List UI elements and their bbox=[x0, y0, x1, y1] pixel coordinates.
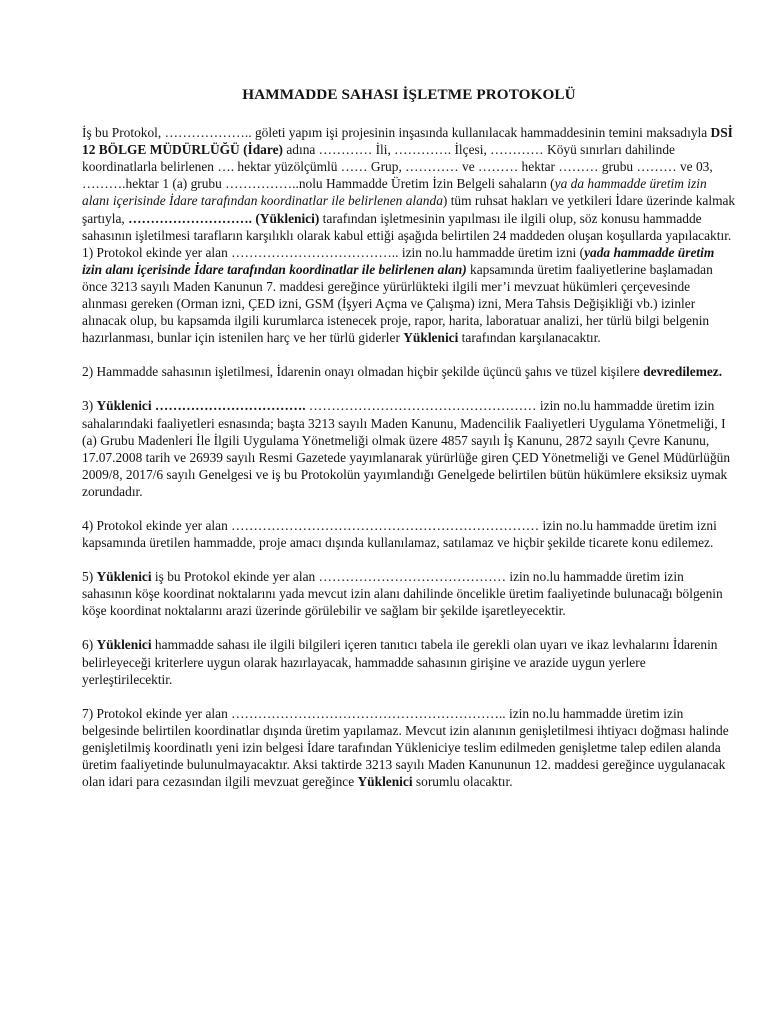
italic-text: ya da hammadde üretim izin alanı içerisinde İdare tarafından koordinatlar ile belirlenen alanda bbox=[82, 176, 707, 209]
text-run: 1) Protokol ekinde yer alan ……………………………….. izin no.lu hammadde üretim izni ( bbox=[82, 244, 585, 260]
text-run: 2) Hammadde sahasının işletilmesi, İdarenin onayı olmadan hiçbir şekilde üçüncü şahıs ve tüzel kişilere bbox=[82, 364, 644, 380]
article-list bbox=[82, 244, 736, 790]
article-paragraph-7 bbox=[82, 705, 736, 790]
article-paragraph-4 bbox=[82, 517, 736, 551]
bold-text: Yüklenici bbox=[96, 569, 152, 585]
text-run: tarafından karşılanacaktır. bbox=[458, 330, 601, 346]
bold-text: Yüklenici bbox=[403, 330, 459, 346]
text-run: 6) bbox=[82, 637, 97, 653]
article-paragraph-1 bbox=[82, 244, 736, 347]
article-paragraph-6 bbox=[82, 636, 736, 687]
bold-italic-text: yada hammadde üretim izin alanı içerisinde İdare tarafından koordinatlar ile belirlenen alan) bbox=[82, 244, 715, 277]
intro-paragraph bbox=[82, 124, 736, 244]
text-run: sorumlu olacaktır. bbox=[412, 774, 513, 790]
article-paragraph-2 bbox=[82, 363, 736, 380]
bold-text: Yüklenici ……………………………. bbox=[96, 398, 306, 414]
article-paragraph-5 bbox=[82, 568, 736, 619]
text-run: …………………………………………… izin no.lu hammadde üretim izin sahalarındaki faaliyetleri esnasında; başta 3213 sayılı Maden Kanunu, Madencilik Faaliyetleri Uygulama Yönetmeliği, I (a) Grubu Madenleri İle İlgili Uygulama Yönetmeliği olmak üzere 4857 sayılı İş Kanunu, 2872 sayılı Çevre Kanunu, 17.07.2008 tarih ve 26939 sayılı Resmi Gazetede yayımlanarak yürürlüğe giren ÇED Yönetmeliği ve Genel Müdürlüğün 2009/8, 2017/6 sayılı Genelgesi ve iş bu Protokolün yayımlandığı Genelgede belirtilen bütün hükümlere eksiksiz uymak zorundadır. bbox=[82, 398, 731, 499]
text-run: ) tüm ruhsat hakları ve yetkileri İdare üzerinde kalmak şartıyla, bbox=[82, 193, 736, 226]
bold-text: ………………………. (Yüklenici) bbox=[128, 210, 320, 226]
document-title: HAMMADDE SAHASI İŞLETME PROTOKOLÜ bbox=[242, 86, 576, 103]
bold-text: devredilemez. bbox=[643, 364, 723, 380]
article-paragraph-3 bbox=[82, 397, 736, 500]
document-page bbox=[82, 86, 736, 790]
bold-text: DSİ 12 BÖLGE MÜDÜRLÜĞÜ (İdare) bbox=[82, 125, 733, 158]
text-run: kapsamında üretim faaliyetlerine başlamadan önce 3213 sayılı Maden Kanunun 7. maddesi gereğince yürürlükteki ilgili mer’i mevzuat hükümleri çerçevesinde alınması gereken (Orman izni, ÇED izni, GSM (İşyeri Açma ve Çalışma) izni, Mera Tahsis Değişikliği vb.) izinler alınacak olup, bu kapsamda ilgili kurumlarca istenecek proje, rapor, harita, laboratuar analizi, her türlü bilgi belgenin hazırlanması, bunlar için istenilen harç ve her türlü giderler bbox=[82, 261, 713, 346]
text-run: hammadde sahası ile ilgili bilgileri içeren tanıtıcı tabela ile gerekli olan uyarı ve ikaz levhalarını İdarenin belirleyeceği kriterlere uygun olarak hazırlayacak, hammadde sahasının girişine ve arazide uygun yerlere yerleştirilecektir. bbox=[82, 637, 718, 687]
text-run: tarafından işletmesinin yapılması ile ilgili olup, söz konusu hammadde sahasının işletilmesi tarafların karşılıklı olarak kabul ettiği aşağıda belirtilen 24 maddeden oluşan koşullarda yapılacaktır. bbox=[82, 210, 732, 243]
text-run: adına ………… İli, …………. İlçesi, ………… Köyü sınırları dahilinde koordinatlarla belirlenen …. hektar yüzölçümlü …… Grup, ………… ve ……… hektar ……… grubu ……… ve 03, ……….hektar 1 (a) grubu ……………..nolu Hammadde Üretim İzin Belgeli sahaların ( bbox=[82, 142, 713, 192]
text-run: iş bu Protokol ekinde yer alan …………………………………… izin no.lu hammadde üretim izin sahasının köşe koordinat noktalarını yada mevcut izin alanı dahilinde öncelikle üretim faaliyetinde bulunacağı bölgenin köşe koordinat noktalarını arazi üzerinde görülebilir ve sağlam bir şekilde işaretleyecektir. bbox=[82, 569, 723, 619]
text-run: İş bu Protokol, ……………….. göleti yapım işi projesinin inşasında kullanılacak hammaddesinin temini maksadıyla bbox=[82, 125, 711, 141]
text-run: 3) bbox=[82, 398, 97, 414]
text-run: 7) Protokol ekinde yer alan …………………………………………………….. izin no.lu hammadde üretim izin belgesinde belirtilen koordinatlar dışında üretim yapılamaz. Mevcut izin alanının genişletilmesi ihtiyacı doğması halinde genişletilmiş koordinatlı yeni izin belgesi İdare tarafından Yükleniciye teslim edilmeden genişletme talep edilen alanda üretim faaliyetinde bulunulmayacaktır. Aksi taktirde 3213 sayılı Maden Kanununun 12. maddesi gereğince uygulanacak olan idari para cezasından ilgili mevzuat gereğince bbox=[82, 705, 729, 790]
bold-text: Yüklenici bbox=[357, 774, 413, 790]
text-run: 5) bbox=[82, 569, 97, 585]
bold-text: Yüklenici bbox=[96, 637, 152, 653]
text-run: 4) Protokol ekinde yer alan …………………………………………………………… izin no.lu hammadde üretim izni kapsamında üretilen hammadde, proje amacı dışında kullanılamaz, satılamaz ve hiçbir şekilde ticarete konu edilemez. bbox=[82, 517, 717, 551]
